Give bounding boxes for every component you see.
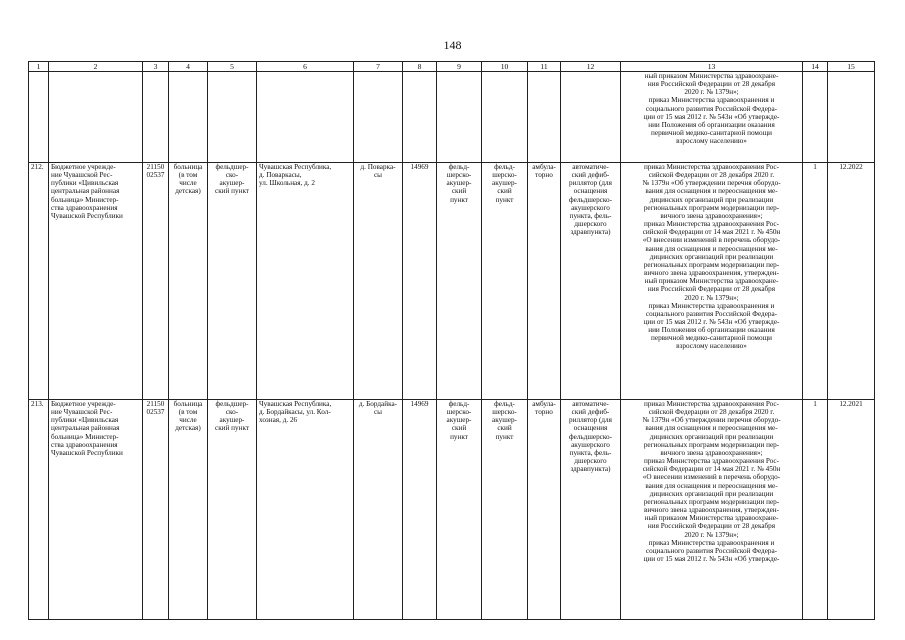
equipment-cell: автоматиче- ский дефиб- риллятор (для оснащения фельдшерско- акушерского пункта, фель- дшерского здравпункта)	[561, 163, 621, 400]
locality-cell: д. Поварка- сы	[354, 163, 403, 400]
page-number: 148	[443, 38, 462, 52]
address-cell: Чувашская Республика, д. Поваркасы, ул. Школьная, д. 2	[257, 163, 354, 400]
date-cell: 12.2021	[828, 400, 875, 620]
address-cell: Чувашская Республика, д. Бордайкасы, ул. Кол- хозная, д. 26	[257, 400, 354, 620]
column-number: 6	[257, 62, 354, 72]
continuation-row	[29, 72, 875, 163]
basis-cell: приказ Министерства здравоохранения Рос- сийской Федерации от 28 декабря 2020 г. № 1379н «Об утверждении перечня оборудо- вания для оснащения и переоснащения ме- дицинских организаций при реализации региональных программ модернизации пер- вичного звена здравоохранения»; приказ Министерства здравоохранения Рос- сийской Федерации от 14 мая 2021 г. № 450н «О внесении изменений в перечень оборудо- вания для оснащения и переоснащения ме- дицинских организаций при реализации региональных программ модернизации пер- вичного звена здравоохранения, утвержден- ный приказом Министерства здравоохране- ния Российской Федерации от 28 декабря 2020 г. № 1379н»; приказ Министерства здравоохранения и социального развития Российской Федера- ции от 15 мая 2012 г. № 543н «Об утвержде-	[621, 400, 803, 620]
row-number: 213.	[29, 400, 49, 620]
unit-cell: фельдшер- ско- акушер- ский пункт	[208, 163, 257, 400]
date-cell: 12.2022	[828, 163, 875, 400]
organization-cell: Бюджетное учрежде- ние Чувашской Рес- публики «Цивильская центральная районная больница» Министер- ства здравоохранения Чувашской Республики	[49, 163, 143, 400]
basis-cell: ный приказом Министерства здравоохране- ния Российской Федерации от 28 декабря 2020 г. № 1379н»; приказ Министерства здравоохранения и социального развития Российской Федера- ции от 15 мая 2012 г. № 543н «Об утвержде- нии Положения об организации оказания первичной медико-санитарной помощи взрослому населению»	[621, 72, 803, 163]
column-number: 5	[208, 62, 257, 72]
row-number: 212.	[29, 163, 49, 400]
unit-kind-cell: фельд- шерско- акушер- ский пункт	[482, 163, 528, 400]
quantity-cell: 1	[803, 163, 828, 400]
column-number: 11	[528, 62, 561, 72]
column-number: 13	[621, 62, 803, 72]
condition-cell: амбула- торно	[528, 400, 561, 620]
organization-cell: Бюджетное учрежде- ние Чувашской Рес- публики «Цивильская центральная районная больница» Министер- ства здравоохранения Чувашской Республики	[49, 400, 143, 620]
locality-cell: д. Бордайка- сы	[354, 400, 403, 620]
unit-kind-cell: фельд- шерско- акушер- ский пункт	[482, 400, 528, 620]
unit-cell: фельдшер- ско- акушер- ский пункт	[208, 400, 257, 620]
column-number: 10	[482, 62, 528, 72]
condition-cell: амбула- торно	[528, 163, 561, 400]
org-type-cell: больница (в том числе детская)	[169, 163, 208, 400]
equipment-cell: автоматиче- ский дефиб- риллятор (для оснащения фельдшерско- акушерского пункта, фель- дшерского здравпункта)	[561, 400, 621, 620]
code-cell: 21150 02537	[143, 400, 169, 620]
column-number: 4	[169, 62, 208, 72]
column-number: 2	[49, 62, 143, 72]
basis-cell: приказ Министерства здравоохранения Рос- сийской Федерации от 28 декабря 2020 г. № 1379н «Об утверждении перечня оборудо- вания для оснащения и переоснащения ме- дицинских организаций при реализации региональных программ модернизации пер- вичного звена здравоохранения»; приказ Министерства здравоохранения Рос- сийской Федерации от 14 мая 2021 г. № 450н «О внесении изменений в перечень оборудо- вания для оснащения и переоснащения ме- дицинских организаций при реализации региональных программ модернизации пер- вичного звена здравоохранения, утвержден- ный приказом Министерства здравоохране- ния Российской Федерации от 28 декабря 2020 г. № 1379н»; приказ Министерства здравоохранения и социального развития Российской Федера- ции от 15 мая 2012 г. № 543н «Об утвержде- нии Положения об организации оказания первичной медико-санитарной помощи взрослому населению»	[621, 163, 803, 400]
column-number: 3	[143, 62, 169, 72]
column-number: 12	[561, 62, 621, 72]
column-number-row	[29, 62, 875, 72]
column-number: 15	[828, 62, 875, 72]
quantity-cell: 1	[803, 400, 828, 620]
column-number: 7	[354, 62, 403, 72]
column-number: 14	[803, 62, 828, 72]
code-number-cell: 14969	[403, 163, 437, 400]
column-number: 8	[403, 62, 437, 72]
column-number: 9	[437, 62, 482, 72]
code-number-cell: 14969	[403, 400, 437, 620]
table-row	[29, 163, 875, 400]
org-type-cell: больница (в том числе детская)	[169, 400, 208, 620]
unit-kind-cell: фельд- шерско- акушер- ский пункт	[437, 163, 482, 400]
unit-kind-cell: фельд- шерско- акушер- ский пункт	[437, 400, 482, 620]
code-cell: 21150 02537	[143, 163, 169, 400]
column-number: 1	[29, 62, 49, 72]
table-row	[29, 400, 875, 620]
equipment-table	[28, 61, 875, 620]
